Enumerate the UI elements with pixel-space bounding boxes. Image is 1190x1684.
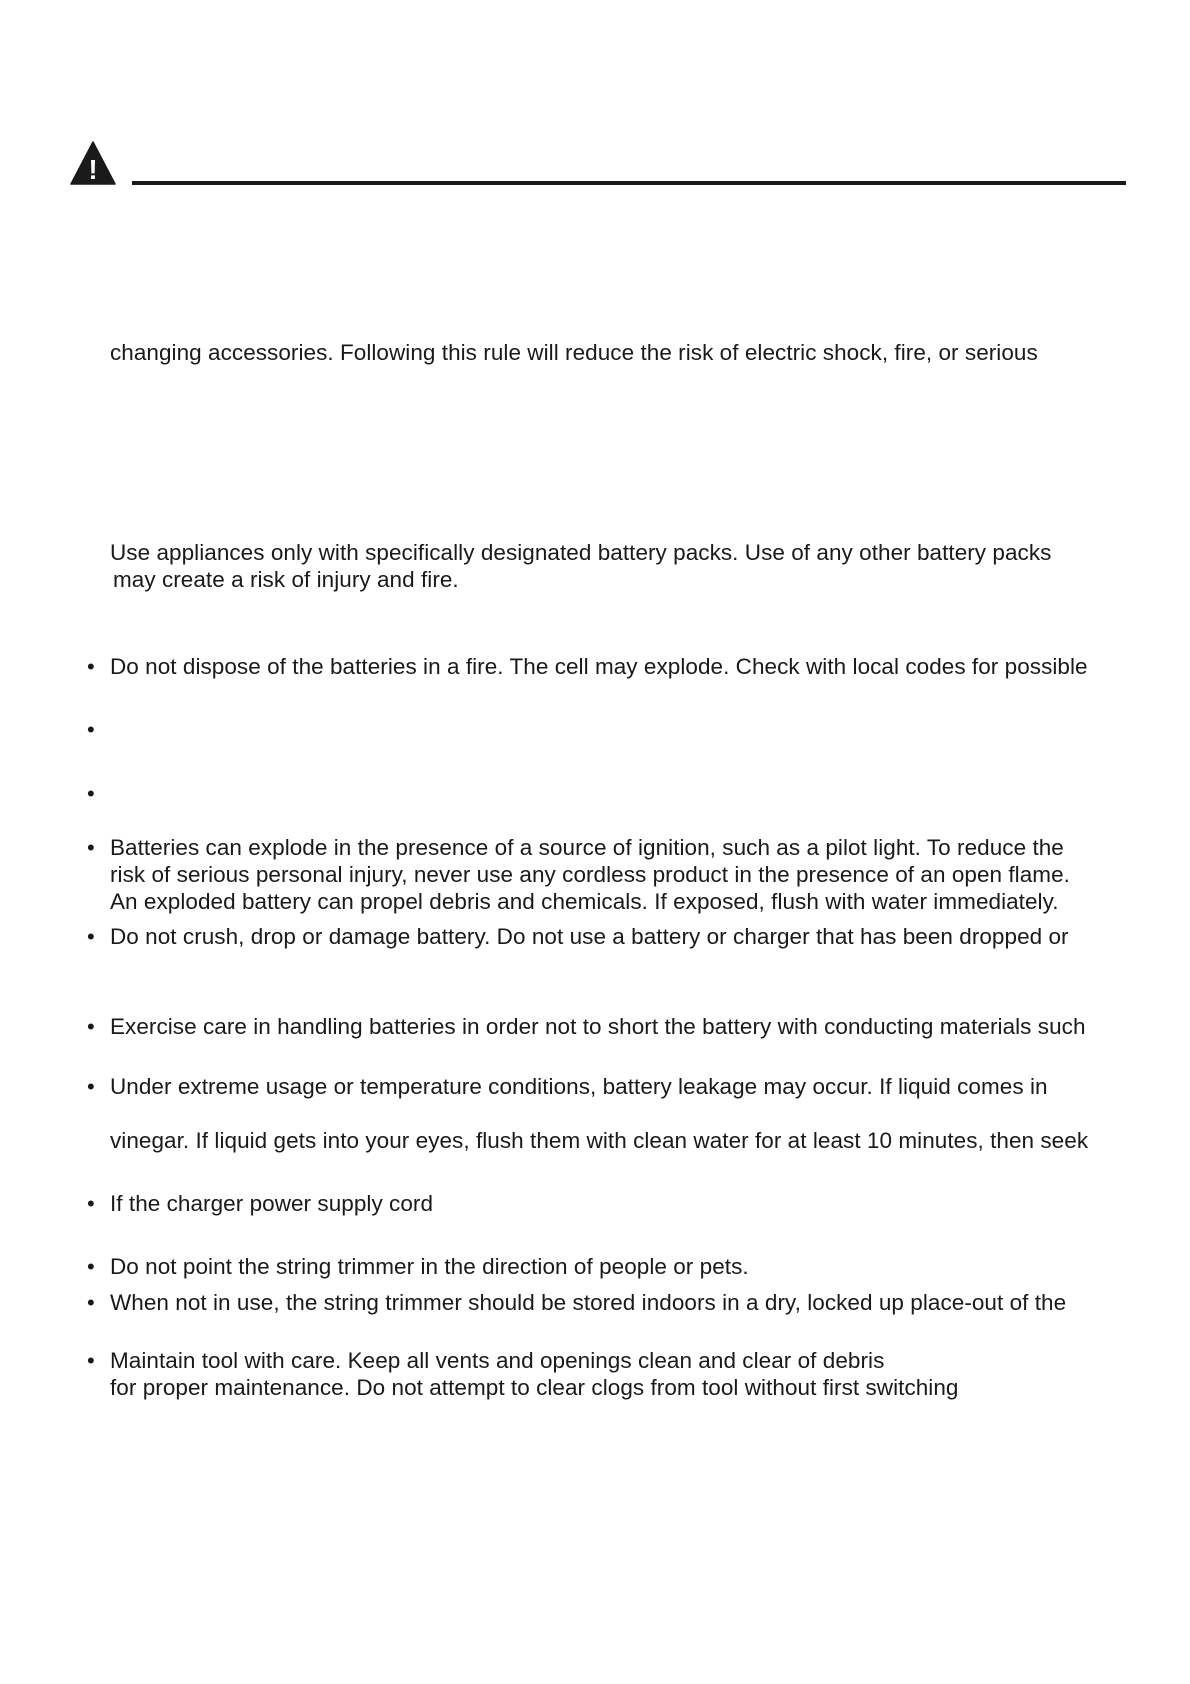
bullet-text: Batteries can explode in the presence of a source of ignition, such as a pilot light. To reduce the [110,835,1064,860]
bullet-text: vinegar. If liquid gets into your eyes, flush them with clean water for at least 10 minutes, then seek [110,1128,1089,1153]
bullet-text: An exploded battery can propel debris and chemicals. If exposed, flush with water immediately. [110,889,1059,914]
text-line: changing accessories. Following this rule will reduce the risk of electric shock, fire, or serious [110,340,1038,365]
bullet-marker: • [87,924,95,949]
bullet-text: Do not crush, drop or damage battery. Do not use a battery or charger that has been dropped or [110,924,1069,949]
bullet-marker: • [87,1348,95,1373]
bullet-text: If the charger power supply cord [110,1191,434,1216]
bullet-marker: • [87,835,95,860]
header-rule [132,181,1126,185]
bullet-text: for proper maintenance. Do not attempt to clear clogs from tool without first switching [110,1375,959,1400]
text-line: Use appliances only with specifically designated battery packs. Use of any other battery packs [110,540,1052,565]
bullet-text: risk of serious personal injury, never use any cordless product in the presence of an open flame. [110,862,1070,887]
warning-triangle-icon [70,141,116,185]
bullet-text: Under extreme usage or temperature conditions, battery leakage may occur. If liquid comes in [110,1074,1048,1099]
bullet-marker: • [87,1290,95,1315]
bullet-marker: • [87,1014,95,1039]
bullet-text: When not in use, the string trimmer should be stored indoors in a dry, locked up place-out of the [110,1290,1067,1315]
bullet-marker: • [87,717,95,742]
bullet-text: Exercise care in handling batteries in order not to short the battery with conducting materials such [110,1014,1086,1039]
bullet-text: Do not dispose of the batteries in a fire. The cell may explode. Check with local codes for possible [110,654,1088,679]
bullet-marker: • [87,1254,95,1279]
bullet-text: Do not point the string trimmer in the direction of people or pets. [110,1254,749,1279]
bullet-marker: • [87,1191,95,1216]
bullet-text: Maintain tool with care. Keep all vents and openings clean and clear of debris [110,1348,885,1373]
warning-exclamation: ! [88,154,98,185]
text-line: may create a risk of injury and fire. [113,567,459,592]
bullet-marker: • [87,1074,95,1099]
bullet-marker: • [87,781,95,806]
bullet-marker: • [87,654,95,679]
